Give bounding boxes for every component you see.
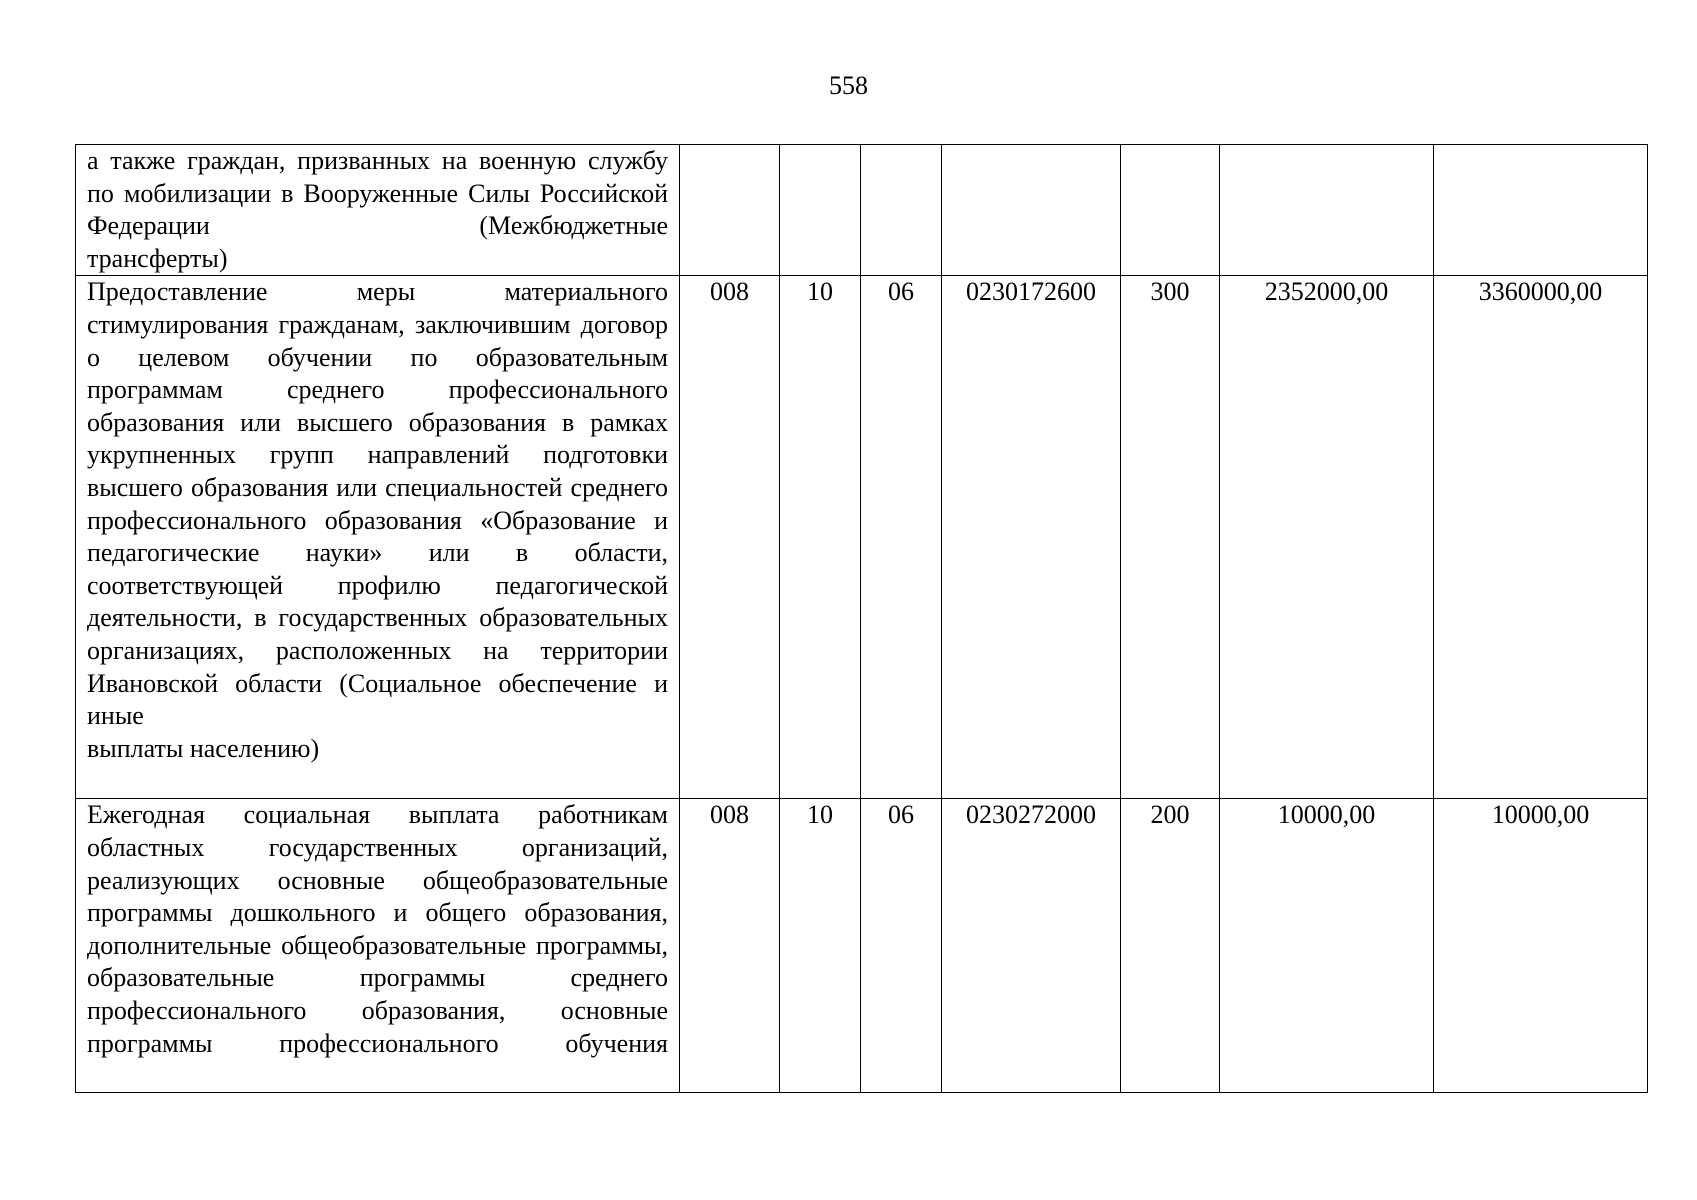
ministry-code-cell: 008: [680, 799, 780, 1093]
amount-year1-cell: [1220, 145, 1434, 276]
description-text: Ежегодная социальная выплата работникам областных государственных организаций, реализующих основные общеобразовательные программы дошкольного и общего образования, дополнительные общеобразовательные программы, образовательные программы среднего профессионального образования, основные программы профессионального обучения: [87, 800, 668, 1058]
table-row: [76, 276, 1648, 799]
table-row: [76, 799, 1648, 1093]
ministry-code-cell: 008: [680, 276, 780, 799]
description-text: а также граждан, призванных на военную службу по мобилизации в Вооруженные Силы Российской Федерации (Межбюджетные: [87, 146, 668, 241]
expense-type-cell: 200: [1121, 799, 1220, 1093]
page-number: 558: [829, 71, 868, 100]
section-code-cell: [780, 145, 861, 276]
budget-table: [75, 144, 1648, 1093]
table-row: [76, 145, 1648, 276]
section-code-cell: 10: [780, 799, 861, 1093]
description-cell: [76, 276, 680, 799]
description-last-line: выплаты населению): [87, 733, 320, 763]
expense-type-cell: 300: [1121, 276, 1220, 799]
amount-year1-cell: 2352000,00: [1220, 276, 1434, 799]
description-text: Предоставление меры материального стимулирования гражданам, заключившим договор о целевом обучении по образовательным программам среднего профессионального образования или высшего образования в рамках укрупненных групп направлений подготовки высшего образования или специальностей среднего профессионального образования «Образование и педагогические науки» или в области, соответствующей профилю педагогической деятельности, в государственных образовательных организациях, расположенных на территории Ивановской области (Социальное обеспечение и иные: [87, 277, 668, 731]
section-code-cell: 10: [780, 276, 861, 799]
target-article-cell: 0230172600: [942, 276, 1121, 799]
subsection-code-cell: 06: [861, 799, 942, 1093]
subsection-code-cell: [861, 145, 942, 276]
target-article-cell: 0230272000: [942, 799, 1121, 1093]
description-cell: [76, 799, 680, 1093]
amount-year1-cell: 10000,00: [1220, 799, 1434, 1093]
amount-year2-cell: [1434, 145, 1648, 276]
amount-year2-cell: 3360000,00: [1434, 276, 1648, 799]
target-article-cell: [942, 145, 1121, 276]
ministry-code-cell: [680, 145, 780, 276]
expense-type-cell: [1121, 145, 1220, 276]
amount-year2-cell: 10000,00: [1434, 799, 1648, 1093]
description-last-line: трансферты): [87, 243, 228, 273]
description-cell: [76, 145, 680, 276]
subsection-code-cell: 06: [861, 276, 942, 799]
